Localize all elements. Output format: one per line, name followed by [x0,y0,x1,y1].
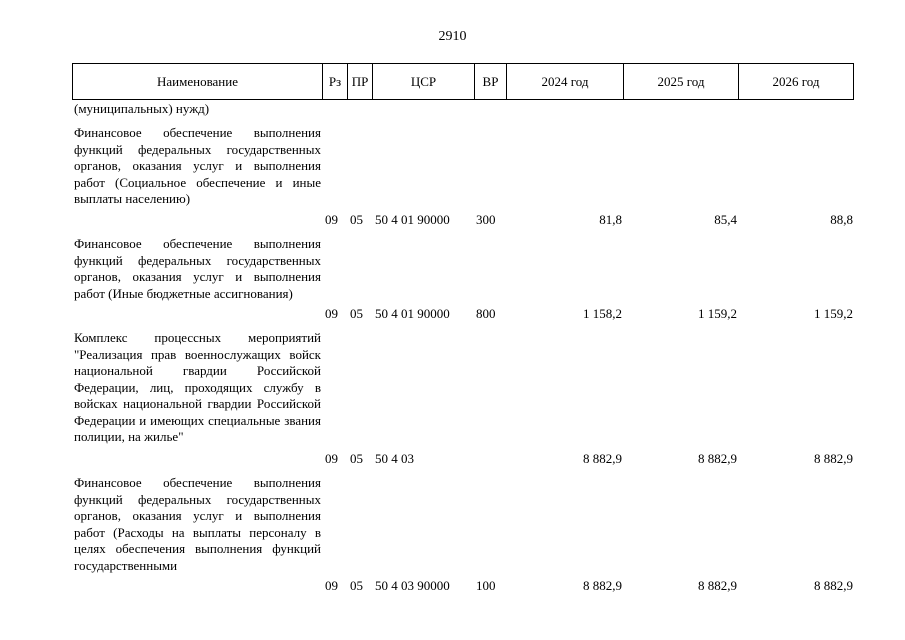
row-rz: 09 [325,306,338,321]
row-rz: 09 [325,451,338,466]
row-name: Комплекс процессных мероприятий "Реализация прав военнослужащих войск национальной гвардии Российской Федерации, лиц, проходящих службу в войсках национальной гвардии Российской Федерации и имеющих специальные звания полиции, на жилье" [74,330,321,444]
row-name: Финансовое обеспечение выполнения функций федеральных государственных органов, оказания услуг и выполнения работ (Социальное обеспечение и иные выплаты населению) [74,125,321,206]
continuation-text: (муниципальных) нужд) [74,101,210,116]
header-2024: 2024 год [507,64,624,99]
header-vr: ВР [475,64,507,99]
header-name: Наименование [73,64,323,99]
row-csr: 50 4 01 90000 [375,212,450,227]
row-vr: 300 [476,212,496,227]
row-2026: 8 882,9 [814,451,853,466]
row-csr: 50 4 03 [375,451,414,466]
header-2025: 2025 год [624,64,739,99]
row-pr: 05 [350,306,363,321]
row-2026: 1 159,2 [814,306,853,321]
row-2026: 88,8 [830,212,853,227]
row-2024: 8 882,9 [583,451,622,466]
row-2025: 8 882,9 [698,451,737,466]
row-csr: 50 4 01 90000 [375,306,450,321]
row-pr: 05 [350,578,363,593]
row-2024: 8 882,9 [583,578,622,593]
row-rz: 09 [325,212,338,227]
row-2025: 85,4 [714,212,737,227]
header-rz: Рз [323,64,348,99]
header-pr: ПР [348,64,373,99]
row-2025: 8 882,9 [698,578,737,593]
page-number: 2910 [438,29,467,44]
row-name: Финансовое обеспечение выполнения функций федеральных государственных органов, оказания услуг и выполнения работ (Иные бюджетные ассигнования) [74,236,321,301]
row-vr: 800 [476,306,496,321]
row-vr: 100 [476,578,496,593]
row-2026: 8 882,9 [814,578,853,593]
row-name: Финансовое обеспечение выполнения функций федеральных государственных органов, оказания услуг и выполнения работ (Расходы на выплаты персоналу в целях обеспечения выполнения функций государственными [74,475,321,573]
row-2024: 1 158,2 [583,306,622,321]
row-2024: 81,8 [599,212,622,227]
header-csr: ЦСР [373,64,475,99]
header-2026: 2026 год [772,74,820,89]
row-pr: 05 [350,212,363,227]
row-rz: 09 [325,578,338,593]
table-header [72,63,854,100]
row-csr: 50 4 03 90000 [375,578,450,593]
row-2025: 1 159,2 [698,306,737,321]
row-pr: 05 [350,451,363,466]
